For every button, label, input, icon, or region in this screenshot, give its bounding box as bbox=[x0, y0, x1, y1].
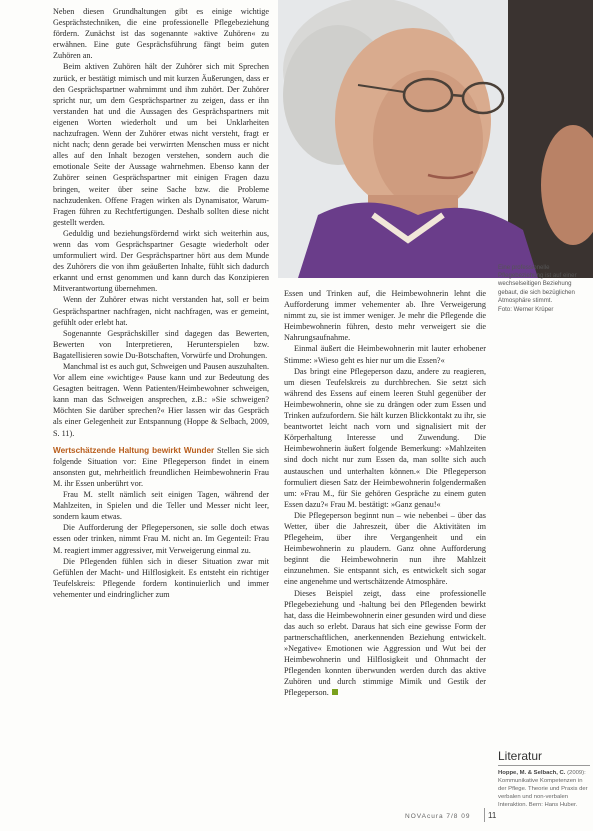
paragraph: Frau M. stellt nämlich seit einigen Tagen, während der Mahlzeiten, in Spielen und die Teller und Messer nicht leer, sondern kaum etwas. bbox=[53, 490, 269, 522]
paragraph bbox=[284, 588, 486, 699]
paragraph: Das bringt eine Pflegeperson dazu, andere zu reagieren, um diesen Teufelskreis zu durchbrechen. Sie setzt sich während des Essens auf einem leeren Stuhl gegenüber der Heimbewohnerin, ohne sie zu drängen oder zum Essen und Trinken aufzufordern. Sie hält kurzen Blickkontakt zu ihr, sie beantwortet leicht nach vorn und signalisiert mit der Körperhaltung Interesse und Zuwendung. Die Heimbewohnerin äußert folgende Bemerkung: »Mahlzeiten sind doch nicht nur zum Essen da, man sollte sich auch austauschen und unterhalten können.« Die Pflegeperson formuliert diesen Satz der Heimbewohnerin folgendermaßen um: »Frau M., für Sie gehören Gespräche zu einem guten Essen dazu?« Frau M. bestätigt: »Ganz genau!« bbox=[284, 366, 486, 509]
footer-divider bbox=[484, 808, 485, 822]
paragraph: Die Pflegenden fühlen sich in dieser Situation zwar mit Gefühlen der Macht- und Hilflosigkeit. Es entsteht ein richtiger Teufelskreis: Pflegende fordern kontinuierlich und immer vehementer und eindringlicher zum bbox=[53, 556, 269, 599]
photo-caption bbox=[498, 264, 590, 314]
subhead-paragraph bbox=[53, 445, 269, 489]
end-mark-icon bbox=[332, 689, 338, 695]
paragraph: Die Pflegeperson beginnt nun – wie nebenbei – über das Wetter, über die Jahreszeit, über die Aktivitäten im Pflegeheim, über ihre Vergangenheit und ein Heimbewohnerin zu plaudern. Ganz ohne Aufforderung beginnt die Heimbewohnerin nun ihre Mahlzeit einzunehmen. Sie entspannt sich, es entwickelt sich sogar eine angenehme und wertschätzende Atmosphäre. bbox=[284, 510, 486, 587]
paragraph: Sogenannte Gesprächskiller sind dagegen das Bewerten, Bewerten von Interpretieren, Herunterspielen bzw. Bagatellisieren sowie Du-Botschaften, Vorwürfe und Drohungen. bbox=[53, 328, 269, 360]
paragraph: Essen und Trinken auf, die Heimbewohnerin lehnt die Aufforderung immer vehementer ab. Ihre Verweigerung nimmt zu, sie ist immer weniger. Je mehr die Pflegende die Heimbewohnerin führen, desto mehr verweigert sie die Nahrungsaufnahme. bbox=[284, 289, 486, 343]
literature-details: (2009): Kommunikative Kompetenzen in der Pflege. Theorie und Praxis der verbalen und non-verbalen Interaktion. Bern: Hans Huber. bbox=[498, 770, 588, 809]
paragraph: Beim aktiven Zuhören hält der Zuhörer sich mit Sprechen zurück, er bestätigt mimisch und mit kurzen Äußerungen, dass er den Gesprächspartner wahrnimmt und ihm zuhört. Der Zuhörer spricht nur, um dem Gesprächspartner zu zeigen, dass er ihn verstanden hat und die Aussagen des Gesprächspartners mit eigenen Worten wiederholt und um bei Unklarheiten nachzufragen. Wenn der Zuhörer etwas nicht versteht, fragt er nicht nach; denn gerade bei verwirrten Menschen muss er nicht alles auf den Inhalt bezogen verstehen, sondern auch die emotionale Seite der Aussage wahrnehmen. Ebenso kann der Zuhörer seinen Gesprächspartner mit einigen Fragen dazu bringen, weiter über seine Sache bzw. die Probleme nachzudenken. Offene Fragen wirken als Dynamisator, Warum-Fragen führen zu Rechtfertigungen. Deshalb sollten diese nicht gestellt werden. bbox=[53, 62, 269, 227]
middle-column bbox=[284, 288, 486, 698]
subhead-text: Stellen Sie sich folgende Situation vor: Eine Pflegeperson findet in einem ansonsten gut, mehrheitlich freundlichen Heimbewohnerin Frau M. ihr Essen unberührt vor. bbox=[53, 445, 270, 488]
paragraph: Geduldig und beziehungsfördernd wirkt sich weiterhin aus, wenn das vom Gesprächspartner Gesagte wiederholt oder umformuliert wird. Der Gesprächspartner hört aus dem Munde des Zuhörers die von ihm geäußerten Inhalte, fühlt sich dadurch erkannt und ernst genommen und kann durch das Konzipieren Mitverantwortung übernehmen. bbox=[53, 228, 269, 294]
subhead-title: Wertschätzende Haltung bewirkt Wunder bbox=[53, 445, 215, 455]
journal-footer: NOVAcura 7/8 09 bbox=[405, 813, 471, 820]
elderly-woman-photo bbox=[278, 0, 593, 278]
paragraph: Neben diesen Grundhaltungen gibt es einige wichtige Gesprächstechniken, die eine professionelle Pflegebeziehung fördern. Zunächst ist das sogenannte »aktive Zuhören« zu erwähnen. Eine gute Gesprächsführung fängt beim guten Zuhören an. bbox=[53, 7, 269, 61]
paragraph: Die Aufforderung der Pflegepersonen, sie solle doch etwas essen oder trinken, nimmt Frau M. nicht an. Im Gegenteil: Frau M. reagiert immer aggressiver, mit Verweigerung einmal zu. bbox=[53, 523, 269, 555]
caption-text: Eine professionelle Pflegebeziehung ist auf einer wechselseitigen Beziehung gebaut, die sich bezüglichen Atmosphäre stimmt. bbox=[498, 264, 577, 304]
photo-credit: Foto: Werner Krüper bbox=[498, 306, 554, 314]
literature-reference bbox=[498, 769, 590, 809]
literature-authors: Hoppe, M. & Selbach, C. bbox=[498, 770, 566, 776]
paragraph: Manchmal ist es auch gut, Schweigen und Pausen auszuhalten. Vor allem eine »wichtige« Pause kann und zur Bedeutung des Gesagten beitragen. Wenn Patienten/Heimbewohner schweigen, kann man das Schweigen ansprechen, z.B.: »Sie schweigen? Möchten Sie darüber sprechen?« Hier lassen wir das Gespräch als einer Gelegenheit zur Entspannung (Hoppe & Selbach, 2009, S. 11). bbox=[53, 362, 270, 438]
literature-divider bbox=[498, 765, 590, 766]
left-column bbox=[53, 6, 269, 600]
paragraph-text: Dieses Beispiel zeigt, dass eine professionelle Pflegebeziehung und -haltung bei den Pflegenden bewirkt hat, dass die Heimbewohnerin einer gesunden wird und diese das auch so erlebt. Daraus hat sich eine gewisse Form der partnerschaftlichen, anerkennenden Beziehung entwickelt. »Negative« Emotionen wie Aggression und Wut bei der Heimbewohnerin und Hilflosigkeit und Ohnmacht der Pflegenden konnten überwunden werden durch das aktive Zuhören und durch stimmige Mimik und Gestik der Pflegeperson. bbox=[284, 588, 486, 698]
article-photo bbox=[278, 0, 593, 278]
paragraph: Wenn der Zuhörer etwas nicht verstanden hat, soll er beim Gesprächspartner nachfragen, nicht nachfragen, was er gemeint, gefühlt oder erlebt hat. bbox=[53, 295, 269, 327]
literature-heading: Literatur bbox=[498, 749, 543, 763]
paragraph: Einmal äußert die Heimbewohnerin mit lauter erhobener Stimme: »Wieso geht es hier nur um die Essen?« bbox=[284, 344, 486, 365]
page-number: 11 bbox=[488, 811, 497, 820]
